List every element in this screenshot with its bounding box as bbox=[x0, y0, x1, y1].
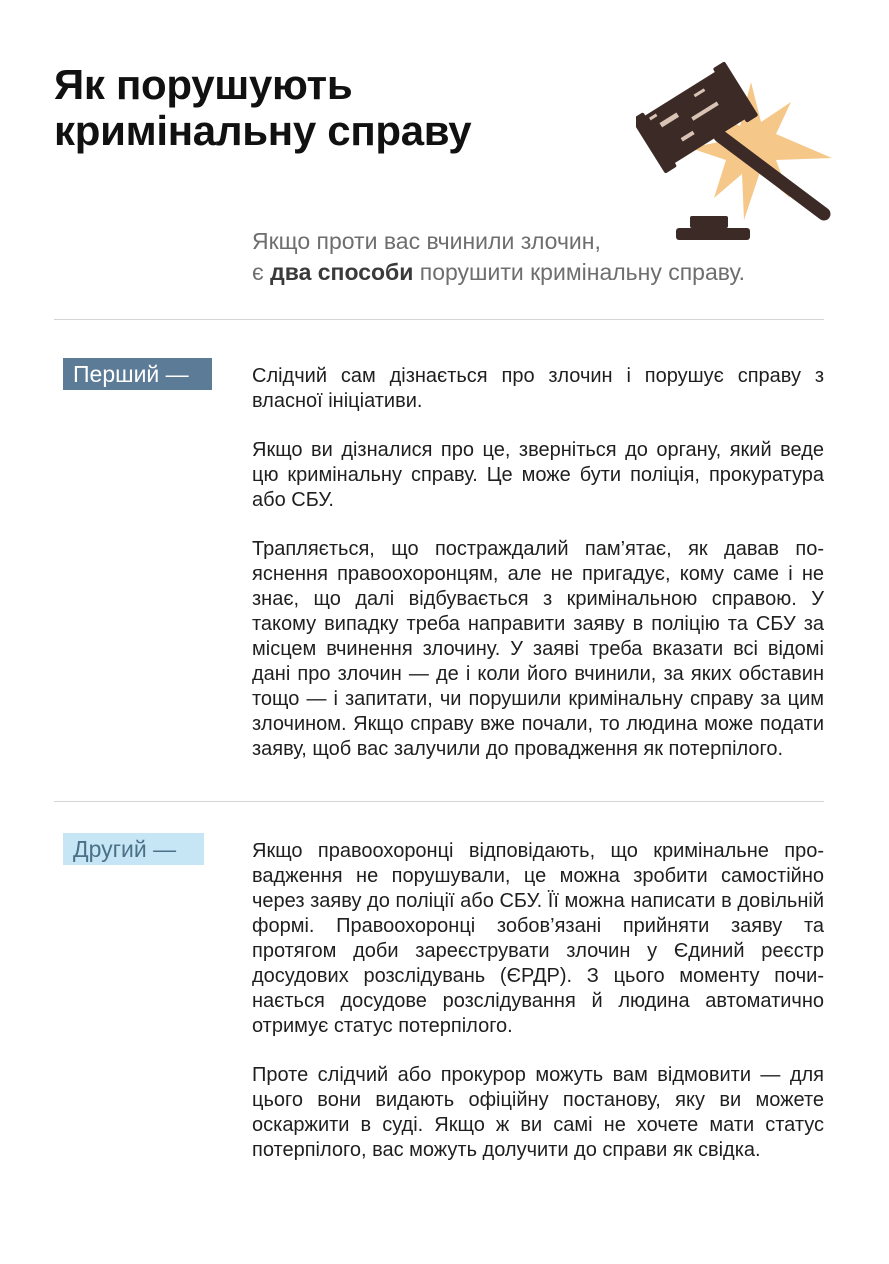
intro-line-2-prefix: є bbox=[252, 259, 264, 285]
intro-line-2 bbox=[252, 257, 852, 288]
intro-line-2-suffix: порушити кримінальну справу. bbox=[419, 259, 746, 285]
tag-second-way: Другий — bbox=[63, 833, 204, 865]
divider-top bbox=[54, 319, 824, 320]
page-title-line-2: кримінальну справу bbox=[54, 107, 472, 154]
section-1-paragraph-2: Якщо ви дізналися про це, зверніться до органу, який веде цю кримінальну справу. Це може бути поліція, прокуратура або СБУ. bbox=[252, 439, 824, 511]
divider-middle bbox=[54, 801, 824, 802]
section-2-paragraph-2: Проте слідчий або прокурор можуть вам відмовити — для цього вони видають офіційну постанову, яку ви можете оскаржити в суді. Якщо ж ви самі не хочете мати статус потерпілого, вас можуть долучити до справи як свідка. bbox=[252, 1064, 824, 1161]
section-1-paragraph-1: Слідчий сам дізнається про злочин і порушує справу з власної ініціативи. bbox=[252, 365, 824, 412]
intro-line-1: Якщо проти вас вчинили злочин, bbox=[252, 228, 601, 254]
gavel-icon bbox=[636, 48, 836, 246]
section-1-paragraph-3: Трапляється, що постраждалий пам’ятає, як давав пояснення правоохоронцям, але не пригадує, кому саме і не знає, що далі відбувається з кримінальною справою. У такому випадку треба направити заяву в поліцію та СБУ за місцем вчинення злочину. У заяві треба вказати всі відомі дані про злочин — де і коли його вчинили, за яких обставин тощо — і запитати, чи порушили кримінальну справу за цим злочином. Якщо справу вже почали, то людина може подати заяву, щоб вас залучили до провадження як потерпілого. bbox=[252, 538, 824, 760]
page-title-line-1: Як порушують bbox=[54, 61, 353, 108]
section-first-way bbox=[252, 364, 824, 786]
page-title bbox=[54, 62, 471, 154]
section-second-way bbox=[252, 839, 824, 1187]
intro-emphasis: два способи bbox=[270, 259, 414, 285]
intro-text bbox=[252, 226, 852, 288]
section-2-paragraph-1: Якщо правоохоронці відповідають, що кримінальне провадження не порушували, це можна зробити самостійно через заяву до поліції або СБУ. Її можна написати в довільній формі. Правоохоронці зобов’язані прийняти заяву та протягом доби зареєструвати злочин у Єдиний реєстр досудових розслідувань (ЄРДР). З цього моменту починається досудове розслідування й людина автоматично отримує статус потерпілого. bbox=[252, 840, 824, 1037]
tag-first-way: Перший — bbox=[63, 358, 212, 390]
